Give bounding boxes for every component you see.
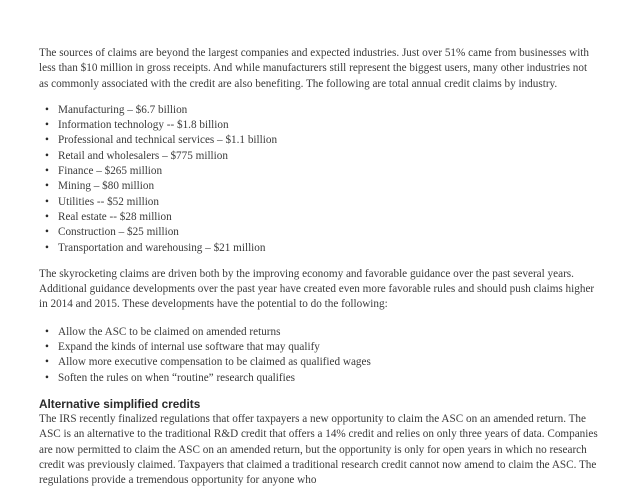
bullet-icon: • — [45, 180, 49, 193]
developments-list — [39, 325, 599, 386]
industry-claims-list — [39, 103, 599, 256]
bullet-icon: • — [45, 226, 49, 239]
list-item: • Professional and technical services – $1.1 billion — [39, 133, 599, 148]
list-item: • Retail and wholesalers – $775 million — [39, 149, 599, 164]
bullet-icon: • — [45, 341, 49, 354]
section-heading: Alternative simplified credits — [39, 396, 201, 411]
bullet-icon: • — [45, 241, 49, 254]
list-item: • Construction – $25 million — [39, 225, 599, 240]
list-item: • Manufacturing – $6.7 billion — [39, 103, 599, 118]
bullet-icon: • — [45, 165, 49, 178]
list-item: • Utilities -- $52 million — [39, 195, 599, 210]
bullet-icon: • — [45, 195, 49, 208]
list-item: • Allow more executive compensation to be claimed as qualified wages — [39, 355, 599, 370]
bullet-icon: • — [45, 371, 49, 384]
bullet-icon: • — [45, 356, 49, 369]
bullet-icon: • — [45, 119, 49, 132]
drivers-paragraph: The skyrocketing claims are driven both by the improving economy and favorable guidance over the past several years. Additional guidance developments over the past year have created even more favorable rules and should push claims higher in 2014 and 2015. These developments have the potential to do the following: — [39, 267, 595, 311]
bullet-icon: • — [45, 210, 49, 223]
list-item: • Finance – $265 million — [39, 164, 599, 179]
list-item: • Information technology -- $1.8 billion — [39, 118, 599, 133]
list-item: • Mining – $80 million — [39, 179, 599, 194]
section-body: The IRS recently finalized regulations that offer taxpayers a new opportunity to claim the ASC on an amended return. The ASC is an alternative to the traditional R&D credit that offers a 14% credit and relies on only three years of data. Companies are now permitted to claim the ASC on an amended return, but the opportunity is only for open years in which no research credit was previously claimed. Taxpayers that claimed a traditional research credit cannot now amend to claim the ASC. The regulations provide a tremendous opportunity for anyone who — [39, 412, 598, 487]
list-item: • Allow the ASC to be claimed on amended returns — [39, 325, 599, 340]
list-item: • Expand the kinds of internal use software that may qualify — [39, 340, 599, 355]
list-item: • Transportation and warehousing – $21 million — [39, 241, 599, 256]
intro-paragraph: The sources of claims are beyond the largest companies and expected industries. Just over 51% came from businesses with less than $10 million in gross receipts. And while manufacturers still represent the biggest users, many other industries not as commonly associated with the credit are also benefiting. The following are total annual credit claims by industry. — [39, 47, 590, 90]
bullet-icon: • — [45, 103, 49, 116]
bullet-icon: • — [45, 134, 49, 147]
bullet-icon: • — [45, 325, 49, 338]
list-item: • Soften the rules on when “routine” research qualifies — [39, 371, 599, 386]
list-item: • Real estate -- $28 million — [39, 210, 599, 225]
bullet-icon: • — [45, 149, 49, 162]
document-page — [39, 46, 599, 488]
